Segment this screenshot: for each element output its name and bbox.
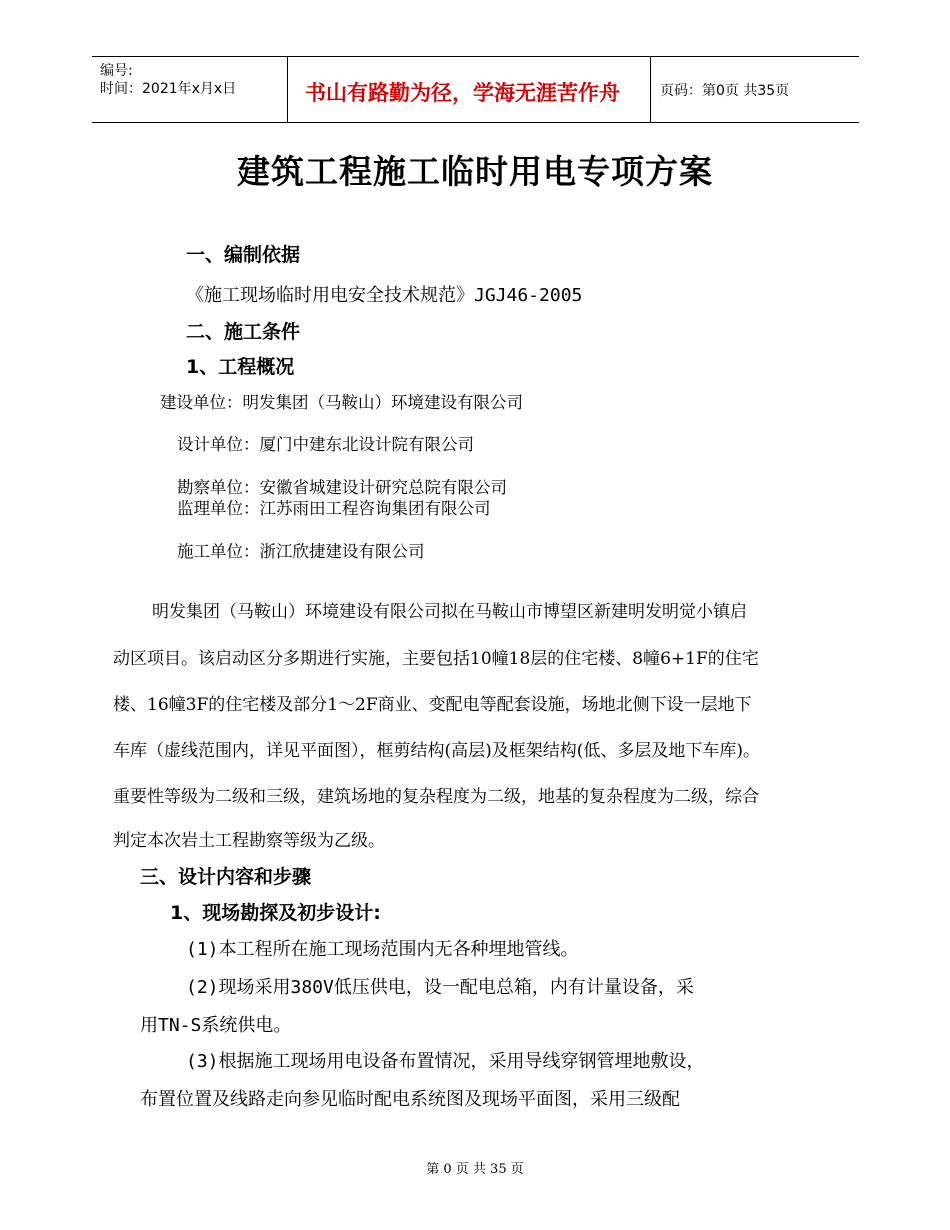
unit-construction-owner: 建设单位：明发集团（马鞍山）环境建设有限公司 (160, 393, 523, 412)
step-line: 用TN-S系统供电。 (140, 1015, 292, 1036)
subsection-heading-survey: 1、现场勘探及初步设计: (170, 902, 381, 924)
section-heading-basis: 一、编制依据 (186, 244, 301, 266)
step-line: (1)本工程所在施工现场范围内无各种埋地管线。 (186, 939, 579, 960)
overview-line: 车库（虚线范围内，详见平面图），框剪结构(高层)及框架结构(低、多层及地下车库)。 (113, 741, 761, 761)
header-page-info: 页码：第0页 共35页 (660, 83, 790, 99)
document-time-label: 时间：2021年x月x日 (100, 81, 237, 97)
header-divider-right (650, 56, 651, 122)
header-bottom-rule (92, 122, 859, 123)
unit-designer: 设计单位：厦门中建东北设计院有限公司 (177, 435, 474, 454)
overview-line: 重要性等级为二级和三级，建筑场地的复杂程度为二级，地基的复杂程度为二级，综合 (113, 787, 759, 807)
page-footer: 第 0 页 共 35 页 (426, 1162, 524, 1177)
step-line: (3)根据施工现场用电设备布置情况，采用导线穿钢管埋地敷设， (186, 1051, 705, 1072)
step-line: 布置位置及线路走向参见临时配电系统图及现场平面图，采用三级配 (140, 1089, 680, 1110)
header-divider-left (287, 56, 288, 122)
step-line: (2)现场采用380V低压供电，设一配电总箱，内有计量设备，采 (186, 977, 694, 998)
document-number-label: 编号: (100, 63, 133, 79)
section-heading-design: 三、设计内容和步骤 (140, 866, 312, 888)
overview-line: 明发集团（马鞍山）环境建设有限公司拟在马鞍山市博望区新建明发明觉小镇启 (152, 602, 747, 622)
section-heading-conditions: 二、施工条件 (186, 321, 301, 343)
document-title: 建筑工程施工临时用电专项方案 (237, 152, 713, 191)
overview-line: 楼、16幢3F的住宅楼及部分1～2F商业、变配电等配套设施，场地北侧下设一层地下 (113, 695, 752, 715)
header-motto: 书山有路勤为径，学海无涯苦作舟 (305, 81, 620, 105)
header-top-rule (92, 56, 859, 57)
subsection-heading-overview: 1、工程概况 (186, 356, 295, 378)
reference-standard: 《施工现场临时用电安全技术规范》JGJ46-2005 (186, 285, 583, 306)
unit-contractor: 施工单位：浙江欣捷建设有限公司 (177, 542, 425, 561)
unit-surveyor: 勘察单位：安徽省城建设计研究总院有限公司 (177, 478, 507, 497)
overview-line: 动区项目。该启动区分多期进行实施，主要包括10幢18层的住宅楼、8幢6+1F的住宅 (113, 649, 759, 669)
overview-line: 判定本次岩土工程勘察等级为乙级。 (113, 831, 385, 851)
unit-supervisor: 监理单位：江苏雨田工程咨询集团有限公司 (177, 499, 491, 518)
